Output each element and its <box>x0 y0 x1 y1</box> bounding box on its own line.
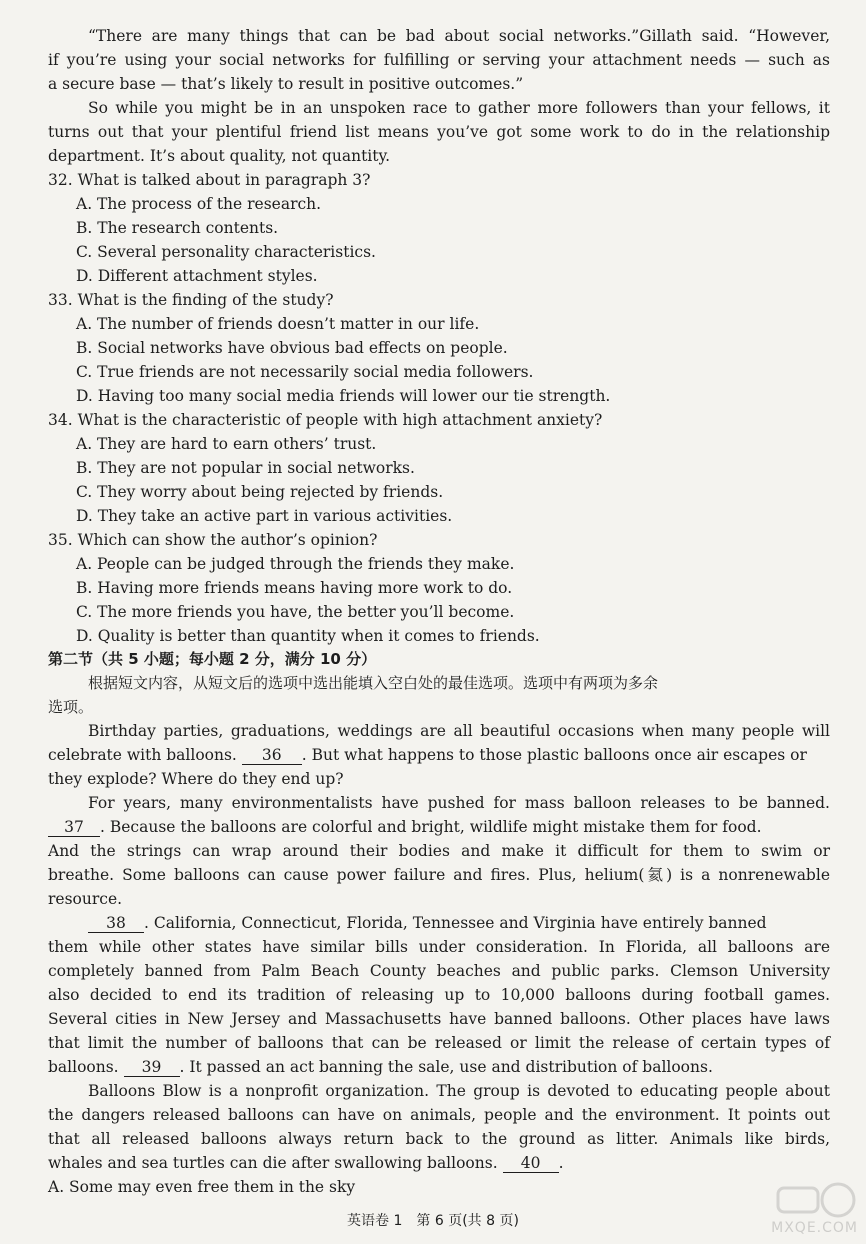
quote-line-3: a secure base — that’s likely to result in positive outcomes.” <box>48 75 524 93</box>
question-35-option-b: B. Having more friends means having more work to do. <box>76 579 513 597</box>
passage-line: resource. <box>48 890 123 908</box>
watermark-logo <box>738 1180 858 1236</box>
passage-text: balloons. <box>48 1058 119 1076</box>
section-heading: 第二节（共 5 小题；每小题 2 分，满分 10 分） <box>48 650 377 668</box>
section-instructions: 根据短文内容，从短文后的选项中选出能填入空白处的最佳选项。选项中有两项为多余 <box>88 674 659 692</box>
passage-line: also decided to end its tradition of releasing up to 10,000 balloons during football games. <box>48 986 830 1004</box>
passage-line: them while other states have similar bills under consideration. In Florida, all balloons are <box>48 938 830 956</box>
question-35-stem: 35. Which can show the author’s opinion? <box>48 531 378 549</box>
passage-text: whales and sea turtles can die after swallowing balloons. <box>48 1154 498 1172</box>
blank-36: 36 <box>242 746 302 765</box>
passage-line: the dangers released balloons can have on animals, people and the environment. It points out <box>48 1106 830 1124</box>
question-33-option-c: C. True friends are not necessarily social media followers. <box>76 363 534 381</box>
quote-line-1: “There are many things that can be bad about social networks.”Gillath said. “However, <box>88 27 830 45</box>
passage-line: breathe. Some balloons can cause power failure and fires. Plus, helium(氦) is a nonrenewable <box>48 866 830 884</box>
blank-37: 37 <box>48 818 100 837</box>
question-34-option-a: A. They are hard to earn others’ trust. <box>76 435 377 453</box>
question-35-option-d: D. Quality is better than quantity when it comes to friends. <box>76 627 540 645</box>
section-instructions-cont: 选项。 <box>48 698 94 716</box>
passage-line: completely banned from Palm Beach County beaches and public parks. Clemson University <box>48 962 830 980</box>
question-34-option-c: C. They worry about being rejected by friends. <box>76 483 444 501</box>
passage-line-with-blank <box>48 743 830 767</box>
question-33-option-a: A. The number of friends doesn’t matter in our life. <box>76 315 480 333</box>
paragraph-line: turns out that your plentiful friend list means you’ve got some work to do in the relationship <box>48 123 830 141</box>
paragraph-line: department. It’s about quality, not quantity. <box>48 147 391 165</box>
question-32-option-c: C. Several personality characteristics. <box>76 243 376 261</box>
question-35-option-c: C. The more friends you have, the better you’ll become. <box>76 603 515 621</box>
watermark-text: MXQE.COM <box>771 1220 858 1236</box>
blank-39: 39 <box>124 1058 180 1077</box>
question-33-option-d: D. Having too many social media friends will lower our tie strength. <box>76 387 611 405</box>
passage-line-with-blank <box>48 1055 830 1079</box>
passage-line-with-blank <box>88 911 866 935</box>
question-32-option-b: B. The research contents. <box>76 219 279 237</box>
passage-text: . Because the balloons are colorful and bright, wildlife might mistake them for food. <box>100 818 762 836</box>
passage-line-with-blank <box>48 815 830 839</box>
question-35-option-a: A. People can be judged through the friends they make. <box>76 555 515 573</box>
passage-line: they explode? Where do they end up? <box>48 770 344 788</box>
passage-line: that limit the number of balloons that can be released or limit the release of certain types of <box>48 1034 830 1052</box>
question-34-option-b: B. They are not popular in social networks. <box>76 459 415 477</box>
question-32-option-a: A. The process of the research. <box>76 195 322 213</box>
question-34-option-d: D. They take an active part in various activities. <box>76 507 453 525</box>
passage-line: Birthday parties, graduations, weddings are all beautiful occasions when many people will <box>88 722 830 740</box>
passage-text: . It passed an act banning the sale, use and distribution of balloons. <box>179 1058 713 1076</box>
answer-option-a: A. Some may even free them in the sky <box>48 1178 356 1196</box>
passage-line: For years, many environmentalists have pushed for mass balloon releases to be banned. <box>88 794 830 812</box>
passage-line: Balloons Blow is a nonprofit organization. The group is devoted to educating people about <box>88 1082 830 1100</box>
passage-text: . <box>558 1154 564 1172</box>
question-33-option-b: B. Social networks have obvious bad effects on people. <box>76 339 508 357</box>
passage-line: And the strings can wrap around their bodies and make it difficult for them to swim or <box>48 842 830 860</box>
passage-text: . California, Connecticut, Florida, Tennessee and Virginia have entirely banned <box>144 914 767 932</box>
paragraph-line: So while you might be in an unspoken race to gather more followers than your fellows, it <box>88 99 830 117</box>
quote-line-2: if you’re using your social networks for fulfilling or serving your attachment needs — such as <box>48 51 830 69</box>
question-34-stem: 34. What is the characteristic of people with high attachment anxiety? <box>48 411 603 429</box>
passage-line-with-blank <box>48 1151 830 1175</box>
blank-38: 38 <box>88 914 144 933</box>
watermark-icon <box>738 1180 858 1220</box>
question-32-option-d: D. Different attachment styles. <box>76 267 318 285</box>
blank-40: 40 <box>503 1154 559 1173</box>
question-33-stem: 33. What is the finding of the study? <box>48 291 334 309</box>
passage-text: . But what happens to those plastic balloons once air escapes or <box>301 746 807 764</box>
question-32-stem: 32. What is talked about in paragraph 3? <box>48 171 371 189</box>
passage-text: celebrate with balloons. <box>48 746 237 764</box>
page-footer: 英语卷 1 第 6 页(共 8 页) <box>347 1213 519 1229</box>
passage-line: Several cities in New Jersey and Massachusetts have banned balloons. Other places have laws <box>48 1010 830 1028</box>
passage-line: that all released balloons always return back to the ground as litter. Animals like birds, <box>48 1130 830 1148</box>
